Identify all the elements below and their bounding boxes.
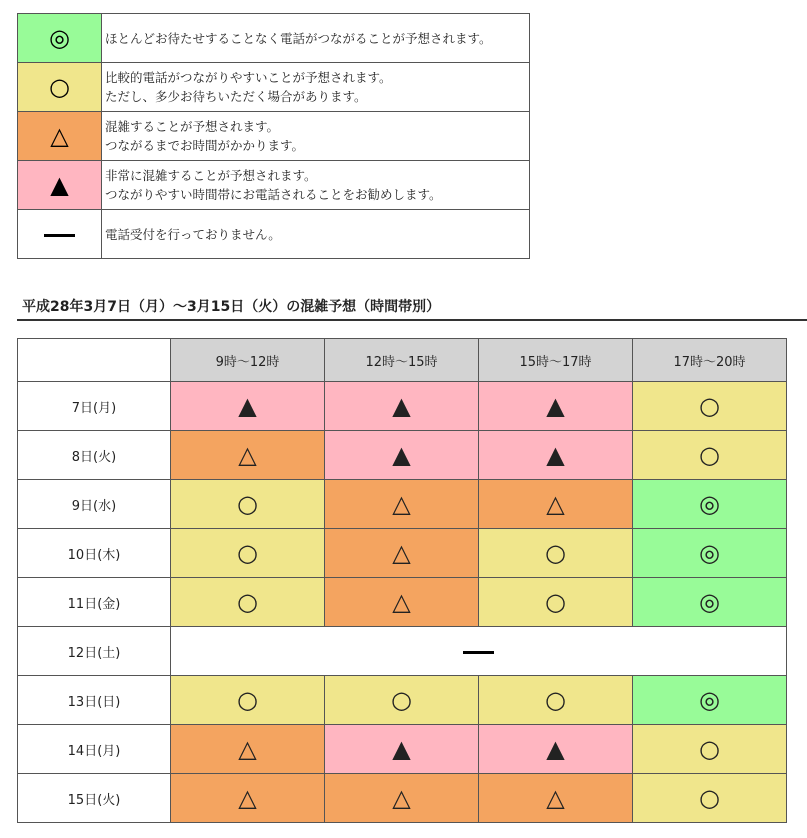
circle-icon: ○ (633, 725, 787, 774)
legend-description (102, 161, 530, 210)
filled-triangle-icon: ▲ (171, 382, 325, 431)
table-row (18, 480, 787, 529)
circle-icon: ○ (171, 578, 325, 627)
legend-description-line: つながるまでお時間がかかります。 (105, 138, 305, 153)
legend-description (102, 63, 530, 112)
triangle-icon: △ (171, 774, 325, 823)
double-circle-icon: ◎ (633, 578, 787, 627)
circle-icon: ○ (325, 676, 479, 725)
triangle-icon: △ (171, 431, 325, 480)
circle-icon: ○ (633, 431, 787, 480)
double-circle-icon: ◎ (633, 529, 787, 578)
section-title: 平成28年3月7日（月）～3月15日（火）の混雑予想（時間帯別） (22, 299, 441, 315)
day-label: 14日(月) (18, 725, 171, 774)
table-row (18, 431, 787, 480)
table-row (18, 774, 787, 823)
filled-triangle-icon: ▲ (325, 382, 479, 431)
legend-description-line: つながりやすい時間帯にお電話されることをお勧めします。 (105, 187, 442, 202)
header-row (18, 339, 787, 382)
header-timeslot-1: 9時～12時 (171, 339, 325, 382)
legend-description-line: ほとんどお待たせすることなく電話がつながることが予想されます。 (105, 30, 492, 46)
closed-cell (171, 627, 787, 676)
legend-description-line: 混雑することが予想されます。 (105, 119, 280, 134)
legend-description (102, 112, 530, 161)
triangle-icon: △ (479, 480, 633, 529)
day-label: 11日(金) (18, 578, 171, 627)
circle-icon: ○ (171, 529, 325, 578)
circle-icon: ○ (479, 578, 633, 627)
dash-icon (18, 210, 102, 259)
day-label: 12日(土) (18, 627, 171, 676)
legend-description-line: 比較的電話がつながりやすいことが予想されます。 (105, 70, 392, 85)
legend-row (18, 14, 530, 63)
triangle-icon: △ (325, 529, 479, 578)
header-timeslot-4: 17時～20時 (633, 339, 787, 382)
table-row (18, 676, 787, 725)
circle-icon: ○ (633, 774, 787, 823)
triangle-icon: △ (18, 112, 102, 161)
filled-triangle-icon: ▲ (18, 161, 102, 210)
legend-description-line: 非常に混雑することが予想されます。 (105, 168, 317, 183)
day-label: 7日(月) (18, 382, 171, 431)
circle-icon: ○ (171, 676, 325, 725)
dash-glyph (44, 234, 75, 237)
circle-icon: ○ (479, 676, 633, 725)
triangle-icon: △ (171, 725, 325, 774)
table-row (18, 627, 787, 676)
triangle-icon: △ (325, 480, 479, 529)
filled-triangle-icon: ▲ (325, 431, 479, 480)
triangle-icon: △ (325, 578, 479, 627)
circle-icon: ○ (479, 529, 633, 578)
table-row (18, 725, 787, 774)
double-circle-icon: ◎ (18, 14, 102, 63)
header-timeslot-3: 15時～17時 (479, 339, 633, 382)
legend-description-line: 電話受付を行っておりません。 (105, 226, 281, 242)
table-row (18, 529, 787, 578)
triangle-icon: △ (479, 774, 633, 823)
dash-icon (463, 651, 494, 654)
circle-icon: ○ (171, 480, 325, 529)
filled-triangle-icon: ▲ (479, 382, 633, 431)
legend-row (18, 63, 530, 112)
congestion-forecast-table (17, 338, 787, 823)
day-label: 10日(木) (18, 529, 171, 578)
legend-row (18, 112, 530, 161)
header-corner-cell (18, 339, 171, 382)
circle-icon: ○ (18, 63, 102, 112)
legend-row (18, 161, 530, 210)
filled-triangle-icon: ▲ (479, 725, 633, 774)
legend-description (102, 210, 530, 259)
day-label: 13日(日) (18, 676, 171, 725)
triangle-icon: △ (325, 774, 479, 823)
double-circle-icon: ◎ (633, 480, 787, 529)
day-label: 9日(水) (18, 480, 171, 529)
day-label: 15日(火) (18, 774, 171, 823)
day-label: 8日(火) (18, 431, 171, 480)
legend-table (17, 13, 530, 259)
legend-description-line: ただし、多少お待ちいただく場合があります。 (105, 89, 367, 104)
section-divider (17, 319, 807, 321)
table-row (18, 578, 787, 627)
legend-description (102, 14, 530, 63)
legend-row (18, 210, 530, 259)
filled-triangle-icon: ▲ (325, 725, 479, 774)
table-row (18, 382, 787, 431)
filled-triangle-icon: ▲ (479, 431, 633, 480)
double-circle-icon: ◎ (633, 676, 787, 725)
header-timeslot-2: 12時～15時 (325, 339, 479, 382)
circle-icon: ○ (633, 382, 787, 431)
